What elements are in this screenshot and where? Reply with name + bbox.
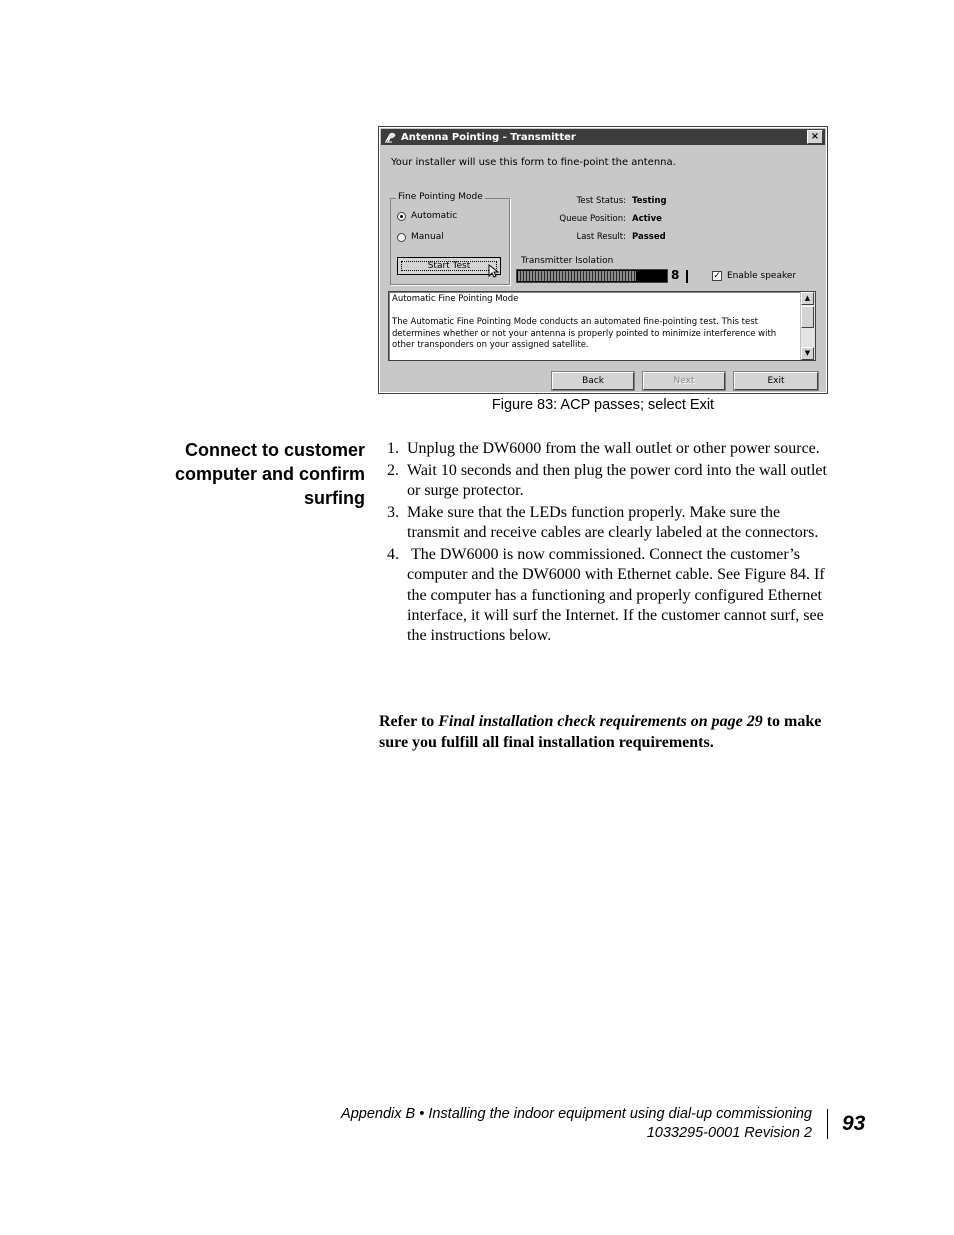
scroll-down-button[interactable]	[801, 347, 814, 360]
refer-suffix: to make sure you fulfill all final installation requirements.	[379, 713, 822, 751]
last-result-label: Last Result:	[576, 232, 626, 242]
instruction-steps	[379, 439, 829, 648]
satellite-dish-icon	[384, 131, 398, 143]
transmitter-isolation-fill	[518, 271, 636, 281]
test-status-value: Testing	[632, 196, 667, 206]
test-status-row	[518, 196, 667, 206]
queue-position-label: Queue Position:	[559, 214, 626, 224]
scrollbar-thumb[interactable]	[801, 306, 814, 328]
dialog-titlebar	[381, 129, 825, 145]
last-result-row	[518, 232, 666, 242]
check-icon: ✓	[713, 271, 721, 281]
cross-reference-link[interactable]: Final installation check requirements on page 29	[438, 713, 763, 730]
footer-divider	[827, 1109, 828, 1139]
radio-indicator[interactable]	[397, 212, 406, 221]
next-button[interactable]	[643, 372, 725, 390]
enable-speaker-label: Enable speaker	[727, 271, 797, 281]
radio-manual-label: Manual	[411, 232, 444, 242]
description-title: Automatic Fine Pointing Mode	[392, 294, 519, 304]
start-test-button[interactable]	[397, 257, 501, 275]
dialog-title: Antenna Pointing - Transmitter	[401, 131, 576, 143]
scroll-down-icon: ▼	[804, 349, 811, 357]
step-text: The DW6000 is now commissioned. Connect the customer’s computer and the DW6000 with Ethernet cable. See Figure 84. If the computer has a functioning and properly configured Ethernet interface, it will surf the Internet. If the customer cannot surf, see the instructions below.	[407, 545, 829, 645]
fine-pointing-mode-group	[390, 192, 510, 285]
back-button[interactable]	[552, 372, 634, 390]
transmitter-isolation-bar	[516, 269, 668, 283]
step-number: 4.	[387, 545, 399, 563]
radio-automatic-label: Automatic	[411, 211, 458, 221]
scroll-up-icon: ▲	[804, 294, 811, 302]
exit-button-label: Exit	[767, 376, 785, 386]
footer-chapter: Appendix B • Installing the indoor equipment using dial-up commissioning	[341, 1106, 812, 1122]
step-text: Wait 10 seconds and then plug the power cord into the wall outlet or surge protector.	[407, 461, 827, 500]
next-button-label: Next	[673, 376, 695, 386]
refer-prefix: Refer to	[379, 713, 439, 730]
step-text: Make sure that the LEDs function properly. Make sure the transmit and receive cables are clearly labeled at the connectors.	[407, 503, 819, 542]
page-footer	[341, 1105, 812, 1143]
last-result-value: Passed	[632, 232, 666, 242]
step-number: 2.	[387, 461, 399, 479]
dialog-intro-text: Your installer will use this form to fine-point the antenna.	[391, 157, 676, 168]
footer-document-id: 1033295-0001 Revision 2	[646, 1125, 812, 1141]
description-body: The Automatic Fine Pointing Mode conducts an automated fine-pointing test. This test determines whether or not your antenna is properly pointed to minimize interference with other transponders on your assigned satellite.	[392, 317, 777, 350]
list-item	[379, 439, 829, 459]
enable-speaker-checkbox[interactable]	[712, 271, 796, 281]
description-textbox[interactable]	[388, 291, 816, 361]
list-item	[379, 461, 829, 502]
description-scrollbar[interactable]	[800, 292, 815, 360]
page-number: 93	[842, 1112, 866, 1135]
checkbox-indicator[interactable]	[712, 271, 722, 281]
start-test-label: Start Test	[427, 261, 471, 271]
list-item	[379, 545, 829, 646]
radio-automatic[interactable]	[397, 211, 457, 221]
list-item	[379, 503, 829, 544]
test-status-label: Test Status:	[576, 196, 626, 206]
close-icon: ×	[810, 131, 820, 142]
mouse-pointer-icon	[488, 264, 500, 278]
exit-button[interactable]	[734, 372, 818, 390]
step-number: 3.	[387, 503, 399, 521]
fine-pointing-mode-label: Fine Pointing Mode	[398, 192, 483, 202]
queue-position-value: Active	[632, 214, 662, 224]
figure-caption: Figure 83: ACP passes; select Exit	[491, 397, 715, 413]
radio-indicator[interactable]	[397, 233, 406, 242]
scroll-up-button[interactable]	[801, 292, 814, 305]
step-number: 1.	[387, 440, 399, 457]
refer-note	[379, 711, 829, 753]
queue-position-row	[518, 214, 662, 224]
section-heading: Connect to customer computer and confirm surfing	[174, 440, 365, 508]
back-button-label: Back	[582, 376, 604, 386]
isolation-indicator-tick	[686, 270, 688, 283]
radio-manual[interactable]	[397, 232, 444, 242]
antenna-pointing-dialog	[379, 127, 827, 393]
transmitter-isolation-label: Transmitter Isolation	[521, 256, 614, 266]
close-button[interactable]	[807, 130, 823, 144]
transmitter-isolation-value: 8	[671, 268, 680, 282]
step-text: Unplug the DW6000 from the wall outlet or other power source.	[407, 440, 820, 457]
